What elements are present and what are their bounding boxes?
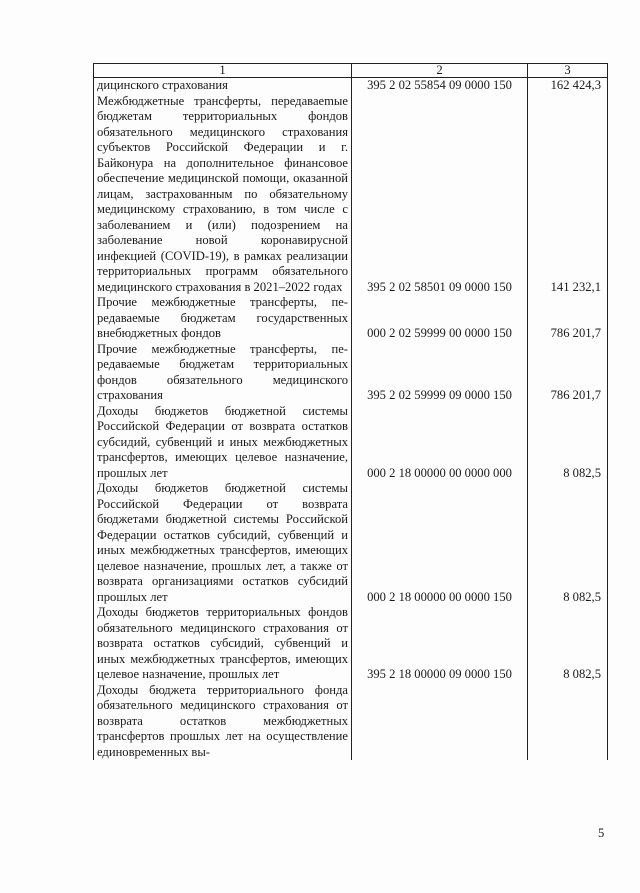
budget-code-cell: 000 2 02 59999 00 0000 150 bbox=[352, 295, 528, 342]
revenue-name-cell: Доходы бюджетов бюджетной системы Российской Федерации от возврата остатков субсидий, субвенций и иных межбюджетных трансфертов, имеющих целевое назначение, прошлых лет bbox=[94, 404, 352, 482]
table-row bbox=[94, 295, 608, 342]
revenue-name-cell: Прочие межбюджетные трансферты, передаваемые бюджетам территориальных фондов обязательного медицинского страхования bbox=[94, 342, 352, 404]
amount-cell: 162 424,3 bbox=[528, 78, 608, 94]
amount-cell: 8 082,5 bbox=[528, 605, 608, 683]
table-row bbox=[94, 404, 608, 482]
budget-code-cell: 000 2 18 00000 00 0000 150 bbox=[352, 481, 528, 605]
column-header-2: 2 bbox=[352, 64, 528, 78]
revenue-name-cell: Прочие межбюджетные трансферты, передаваемые бюджетам государственных внебюджетных фондов bbox=[94, 295, 352, 342]
budget-code-cell bbox=[352, 683, 528, 761]
table-row bbox=[94, 94, 608, 296]
amount-cell: 786 201,7 bbox=[528, 342, 608, 404]
revenue-name-cell: Межбюджетные трансферты, передаваеmые бюджетам территориальных фондов обязательного медицинского страхования субъектов Российской Федерации и г. Байконура на дополнительное финансовое обеспечение медицинской помощи, оказанной лицам, застрахованным по обязательному медицинскому страхованию, в том числе с заболеванием и (или) подозрением на заболевание новой коронавирусной инфекцией (COVID-19), в рамках реализации территориальных программ обязательного медицинского страхования в 2021–2022 годах bbox=[94, 94, 352, 296]
table-row bbox=[94, 481, 608, 605]
budget-code-cell: 395 2 02 55854 09 0000 150 bbox=[352, 78, 528, 94]
table-header-row bbox=[94, 64, 608, 78]
table-row bbox=[94, 342, 608, 404]
revenue-name-cell: Доходы бюджетов территориальных фондов обязательного медицинского страхования от возврата остатков субсидий, субвенций и иных межбюджетных трансфертов, имеющих целевое назначение, прошлых лет bbox=[94, 605, 352, 683]
budget-code-cell: 395 2 02 58501 09 0000 150 bbox=[352, 94, 528, 296]
revenue-name-cell: Доходы бюджета территориального фонда обязательного медицинского страхования от возврата остатков межбюджетных трансфертов прошлых лет на осуществление единовременных вы- bbox=[94, 683, 352, 761]
budget-code-cell: 395 2 18 00000 09 0000 150 bbox=[352, 605, 528, 683]
amount-cell: 141 232,1 bbox=[528, 94, 608, 296]
page-number: 5 bbox=[598, 826, 605, 840]
revenue-name-cell: дицинского страхования bbox=[94, 78, 352, 94]
amount-cell: 786 201,7 bbox=[528, 295, 608, 342]
amount-cell: 8 082,5 bbox=[528, 481, 608, 605]
revenue-name-cell: Доходы бюджетов бюджетной системы Российской Федерации от возврата бюджетами бюджетной системы Российской Федерации остатков субсидий, субвенций и иных межбюджетных трансфертов, имеющих целевое назначение, прошлых лет, а также от возврата организациями остатков субсидий прошлых лет bbox=[94, 481, 352, 605]
budget-code-cell: 000 2 18 00000 00 0000 000 bbox=[352, 404, 528, 482]
amount-cell: 8 082,5 bbox=[528, 404, 608, 482]
column-header-1: 1 bbox=[94, 64, 352, 78]
table-row bbox=[94, 78, 608, 94]
budget-revenue-table bbox=[93, 63, 608, 760]
table-row bbox=[94, 683, 608, 761]
budget-code-cell: 395 2 02 59999 09 0000 150 bbox=[352, 342, 528, 404]
table-row bbox=[94, 605, 608, 683]
amount-cell bbox=[528, 683, 608, 761]
column-header-3: 3 bbox=[528, 64, 608, 78]
